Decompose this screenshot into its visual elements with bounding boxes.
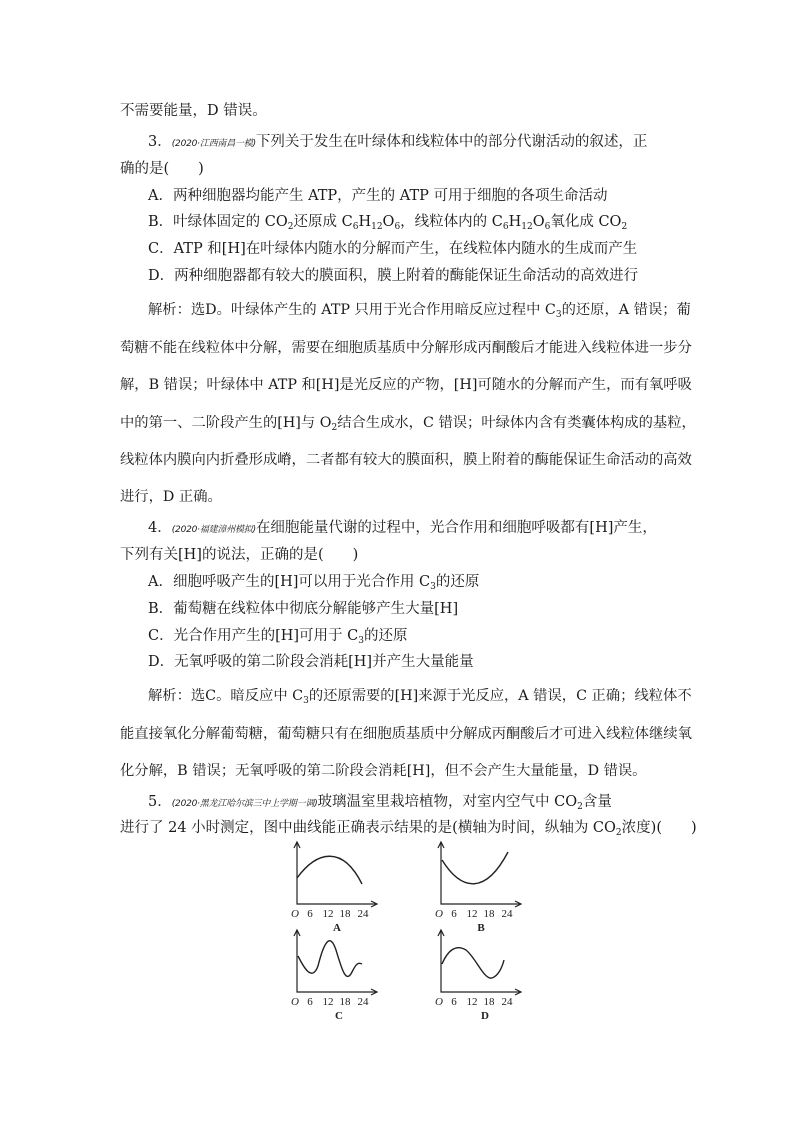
prev-answer-tail: 不需要能量，D 错误。 (120, 103, 267, 119)
q5-source: (2020·黑龙江哈尔滨三中上学期一调) (171, 799, 318, 809)
q3-analysis-line6: 进行，D 正确。 (120, 489, 222, 505)
graph-d-svg (426, 922, 526, 1022)
q4-source: (2020·福建漳州模拟) (171, 525, 256, 535)
q3-analysis-line1: 解析：选D。叶绿体产生的 ATP 只用于光合作用暗反应过程中 $C_3$的还原，A 错误；葡 (148, 302, 691, 320)
q3-stem-line2: 确的是( ) (120, 161, 204, 177)
q5-stem-line2: 进行了 24 小时测定，图中曲线能正确表示结果的是(横轴为时间，纵轴为 $CO_2$浓度)( ) (120, 820, 697, 838)
graph-b-tick-6: 6 (451, 908, 457, 920)
graph-d-tick-24: 24 (501, 996, 513, 1008)
q3-analysis-line4: 中的第一、二阶段产生的[H]与 $O_2$结合生成水，C 错误；叶绿体内含有类囊体构成的基粒， (120, 415, 696, 433)
q4-option-d: D．无氧呼吸的第二阶段会消耗[H]并产生大量能量 (148, 654, 474, 670)
graph-d-curve (442, 948, 504, 978)
q4-stem-line1: 4．(2020·福建漳州模拟)在细胞能量代谢的过程中，光合作用和细胞呼吸都有[H]产生， (148, 520, 657, 536)
q4-option-a: A．细胞呼吸产生的[H]可以用于光合作用 $C_3$的还原 (148, 574, 480, 592)
graph-b-tick-24: 24 (501, 908, 513, 920)
q5-stem-line1: 5．(2020·黑龙江哈尔滨三中上学期一调)玻璃温室里栽培植物，对室内空气中 $CO_2$含量 (148, 794, 612, 812)
q3-analysis-line5: 线粒体内膜向内折叠形成嵴，二者都有较大的膜面积，膜上附着的酶能保证生命活动的高效 (120, 452, 692, 468)
graph-c-tick-6: 6 (307, 996, 313, 1008)
q3-source: (2020·江西南昌一模) (171, 139, 256, 149)
graph-c-svg (282, 922, 382, 1022)
graph-d-axes (441, 930, 521, 992)
q4-option-b: B．葡萄糖在线粒体中彻底分解能够产生大量[H] (148, 601, 459, 617)
q3-analysis-line3: 解，B 错误；叶绿体中 ATP 和[H]是光反应的产物，[H]可随水的分解而产生，而有氧呼吸 (120, 377, 692, 393)
graph-c-origin: O (291, 996, 299, 1008)
graph-b-tick-12: 12 (466, 908, 478, 920)
q3-option-b: B．叶绿体固定的 $CO_2$还原成 $C_6H_{12}O_6$，线粒体内的 $C_6H_{12}O_6$氧化成 $CO_2$ (148, 214, 628, 232)
graph-d-origin: O (435, 996, 443, 1008)
q4-analysis-line1: 解析：选C。暗反应中 $C_3$的还原需要的[H]来源于光反应，A 错误，C 正确；线粒体不 (148, 688, 692, 706)
q5-number: 5． (148, 794, 172, 810)
q3-stem-line1: 3．(2020·江西南昌一模)下列关于发生在叶绿体和线粒体中的部分代谢活动的叙述，正 (148, 134, 648, 150)
graph-a-tick-24: 24 (357, 908, 369, 920)
graph-b (426, 834, 526, 934)
graph-b-origin: O (435, 908, 443, 920)
graph-c-label: C (335, 1010, 343, 1022)
graph-d-tick-18: 18 (483, 996, 495, 1008)
graph-d (426, 922, 526, 1022)
graph-d-tick-6: 6 (451, 996, 457, 1008)
graph-b-curve (442, 852, 508, 884)
q3-number: 3． (148, 134, 172, 150)
q4-option-c: C．光合作用产生的[H]可用于 $C_3$的还原 (148, 628, 408, 646)
graph-d-label: D (481, 1010, 489, 1022)
q3-option-c: C．ATP 和[H]在叶绿体内随水的分解而产生，在线粒体内随水的生成而产生 (148, 241, 638, 257)
graph-a-svg (282, 834, 382, 934)
q4-analysis-line2: 能直接氧化分解葡萄糖，葡萄糖只有在细胞质基质中分解成丙酮酸后才可进入线粒体继续氧 (120, 726, 692, 742)
graph-c-tick-24: 24 (357, 996, 369, 1008)
graph-b-tick-18: 18 (483, 908, 495, 920)
graph-a-tick-18: 18 (339, 908, 351, 920)
q4-number: 4． (148, 520, 172, 536)
graph-b-axes (441, 842, 521, 904)
graph-b-label: B (477, 922, 485, 934)
graph-a (282, 834, 382, 934)
graph-c-curve (298, 941, 362, 977)
graph-c-tick-18: 18 (339, 996, 351, 1008)
graph-a-origin: O (291, 908, 299, 920)
graph-a-curve (297, 856, 362, 884)
graph-c-axes (297, 930, 377, 992)
q3-analysis-line2: 萄糖不能在线粒体中分解，需要在细胞质基质中分解形成丙酮酸后才能进入线粒体进一步分 (120, 340, 692, 356)
graph-c (282, 922, 382, 1022)
graph-c-tick-12: 12 (322, 996, 334, 1008)
q4-stem-line2: 下列有关[H]的说法，正确的是( ) (120, 547, 359, 563)
graph-a-axes (297, 842, 377, 904)
graph-d-tick-12: 12 (466, 996, 478, 1008)
graph-a-tick-6: 6 (307, 908, 313, 920)
q3-option-a: A．两种细胞器均能产生 ATP，产生的 ATP 可用于细胞的各项生命活动 (148, 188, 608, 204)
q4-analysis-line3: 化分解，B 错误；无氧呼吸的第二阶段会消耗[H]，但不会产生大量能量，D 错误。 (120, 763, 647, 779)
q3-option-d: D．两种细胞器都有较大的膜面积，膜上附着的酶能保证生命活动的高效进行 (148, 268, 639, 284)
graph-a-tick-12: 12 (322, 908, 334, 920)
graph-a-label: A (333, 922, 341, 934)
graph-b-svg (426, 834, 526, 934)
